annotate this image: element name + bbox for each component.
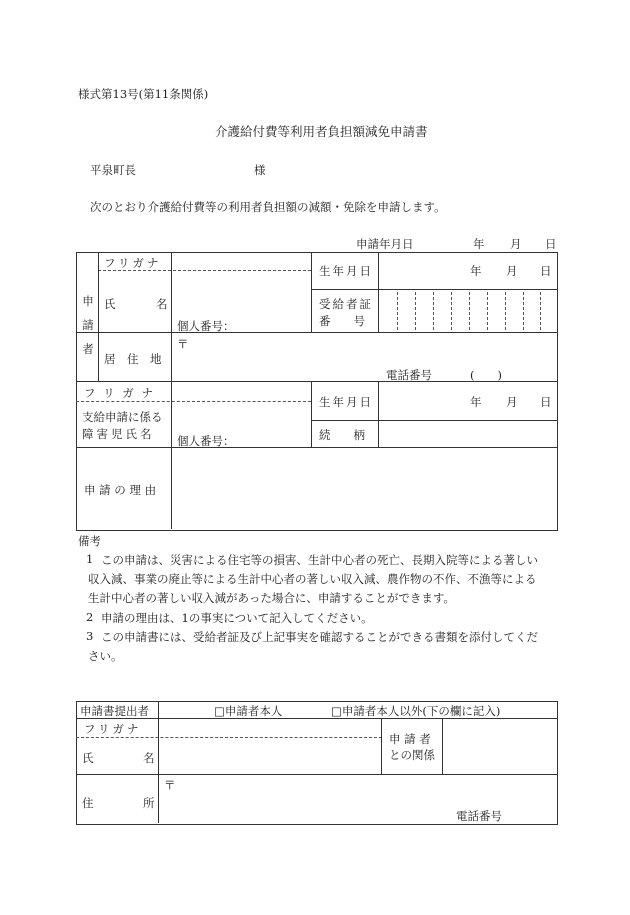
child-personal-number-label: 個人番号：	[177, 434, 235, 448]
submitter-furigana-label: フリガナ	[84, 722, 142, 736]
submitter-address-label-1: 住	[82, 796, 94, 810]
submitter-name-label-2: 名	[143, 751, 155, 765]
note-3-num: 3	[86, 629, 94, 643]
submitter-label: 申請書提出者	[80, 704, 149, 718]
recipient-cert-label-2: 番 号	[319, 314, 365, 328]
applicant-birthdate-day: 日	[540, 264, 552, 278]
submitter-postal-mark: 〒	[164, 778, 176, 792]
note-1-num: 1	[86, 552, 94, 566]
applicant-name-label-1: 氏	[104, 297, 116, 311]
application-date-year: 年	[473, 237, 485, 251]
applicant-phone-paren: ( )	[470, 368, 502, 382]
reason-field[interactable]	[173, 449, 555, 527]
applicant-address-label: 居 住 地	[104, 352, 162, 366]
applicant-personal-number-label: 個人番号：	[177, 319, 235, 333]
applicant-birthdate-label: 生年月日	[319, 264, 373, 278]
application-date-month: 月	[510, 237, 522, 251]
submitter-address-label-2: 所	[143, 796, 155, 810]
reason-label: 申 請 の 理 由	[84, 483, 157, 497]
child-name-label-2: 障害児氏名	[82, 427, 155, 441]
notes-heading: 備考	[78, 534, 101, 548]
child-birthdate-label: 生年月日	[319, 395, 373, 409]
submitter-relation-label-1: 申 請 者	[389, 732, 431, 746]
note-3-line-2: さい。	[88, 649, 123, 663]
addressee-honorific: 様	[254, 163, 266, 177]
application-date-label: 申請年月日	[356, 237, 414, 251]
applicant-group-label: 申 請 者	[82, 294, 94, 356]
applicant-phone-label: 電話番号	[386, 368, 432, 382]
applicant-birthdate-year: 年	[470, 264, 482, 278]
submitter-relation-label-2: との関係	[389, 748, 435, 762]
note-3-line-1: この申請書には、受給者証及び上記事実を確認することができる書類を添付してくだ	[101, 630, 538, 644]
child-birthdate-day: 日	[540, 395, 552, 409]
child-furigana-label: フ リ ガ ナ	[84, 386, 155, 400]
note-2-line-1: 申請の理由は、1の事実について記入してください。	[101, 611, 373, 625]
child-relationship-label: 続 柄	[319, 428, 365, 442]
applicant-postal-mark: 〒	[177, 337, 189, 351]
note-1-line-2: 収入減、事業の廃止等による生計中心者の著しい収入減、農作物の不作、不漁等による	[88, 572, 537, 586]
child-birthdate-year: 年	[470, 395, 482, 409]
submitter-phone-label: 電話番号	[456, 809, 502, 823]
submitter-self-checkbox[interactable]: □申請者本人	[214, 704, 283, 718]
note-1-line-1: この申請は、災害による住宅等の損害、生計中心者の死亡、長期入院等による著しい	[101, 553, 538, 567]
recipient-cert-label-1: 受給者証	[319, 297, 373, 311]
intro-text: 次のとおり介護給付費等の利用者負担額の減額・免除を申請します。	[90, 200, 446, 214]
note-1-line-3: 生計中心者の著しい収入減があった場合に、申請することができます。	[88, 591, 455, 605]
applicant-birthdate-month: 月	[506, 264, 518, 278]
submitter-other-checkbox[interactable]: □申請者本人以外(下の欄に記入)	[331, 704, 501, 718]
submitter-name-label-1: 氏	[82, 751, 94, 765]
form-number: 様式第13号(第11条関係)	[78, 87, 209, 101]
applicant-name-label-2: 名	[156, 297, 168, 311]
child-birthdate-month: 月	[506, 395, 518, 409]
applicant-furigana-label: フリガナ	[104, 256, 162, 270]
child-name-label-1: 支給申請に係る	[82, 410, 163, 424]
note-2-num: 2	[86, 610, 94, 624]
form-title: 介護給付費等利用者負担額減免申請書	[215, 124, 428, 139]
addressee-to: 平泉町長	[90, 163, 136, 177]
application-date-day: 日	[545, 237, 557, 251]
